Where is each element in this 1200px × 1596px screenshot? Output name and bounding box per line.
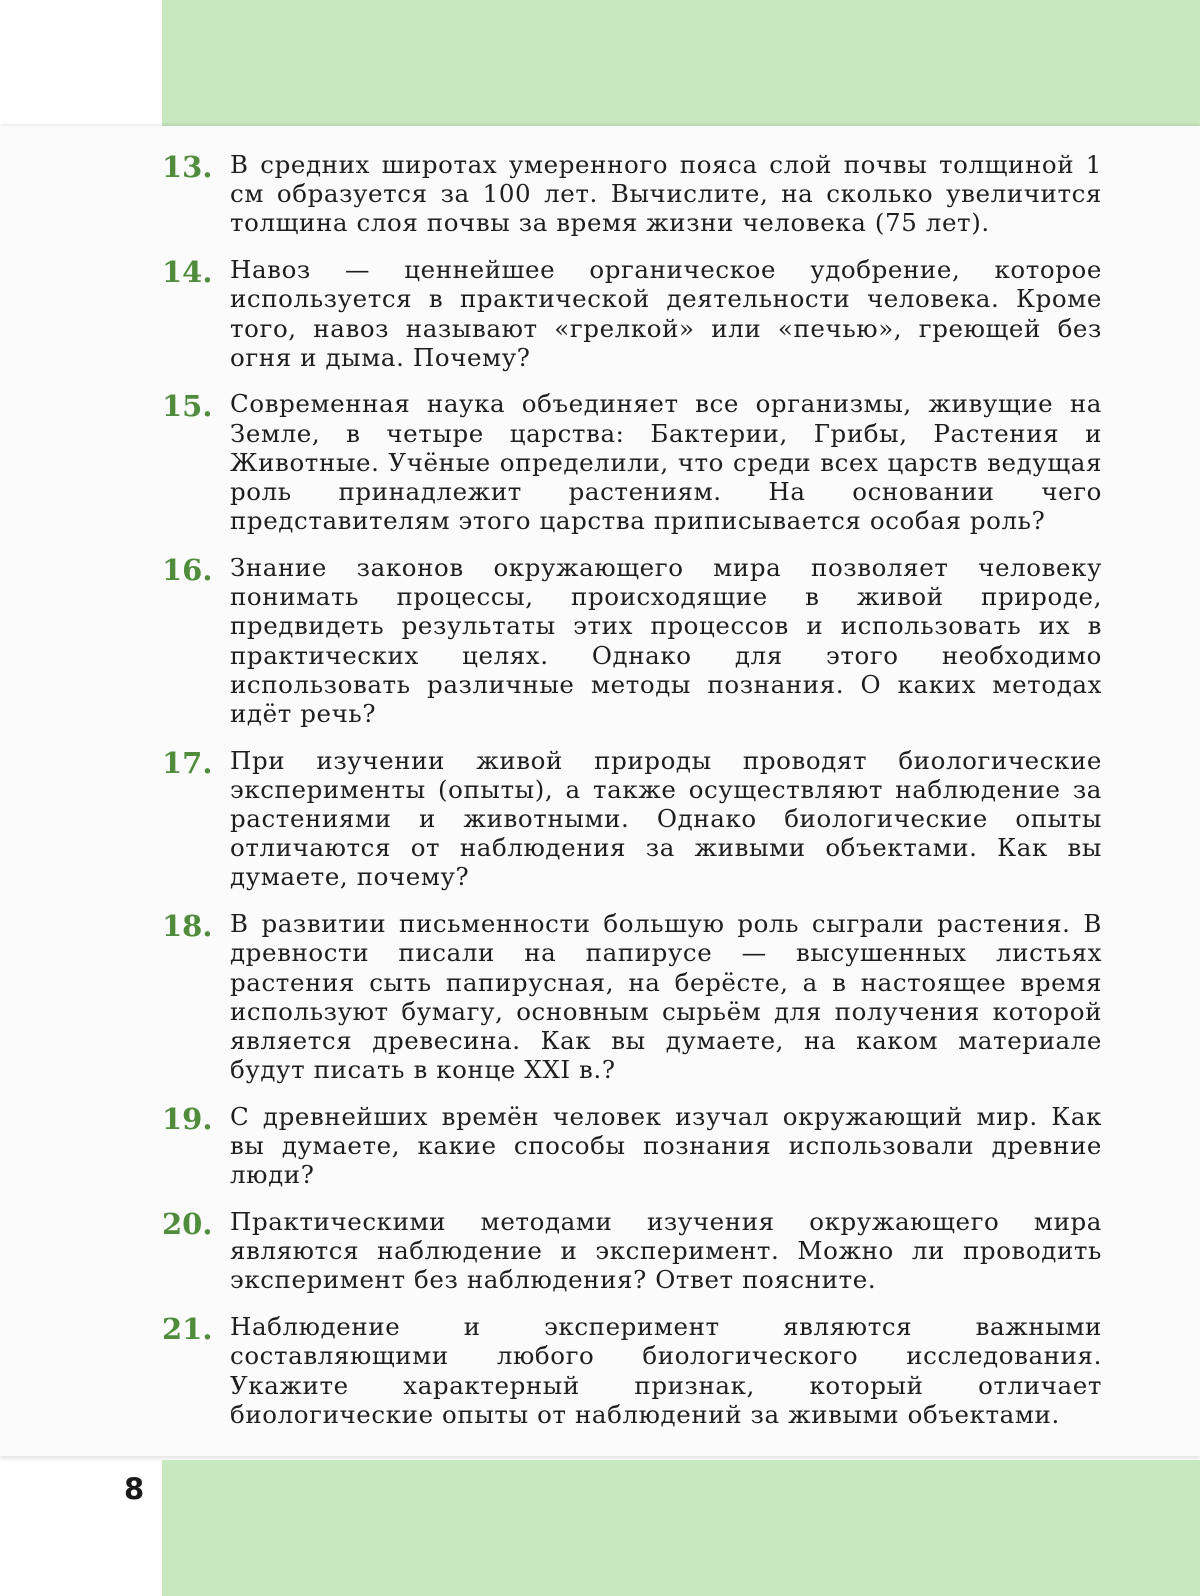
task-number: 13. [162,150,213,184]
task-text: Наблюдение и эксперимент являются важными составляющими любого биологического исследования. Укажите характерный признак, который отличает биологические опыты от наблюдений за живыми объектами. [230,1312,1102,1429]
task-number: 20. [162,1207,213,1241]
task-21 [162,1312,1102,1429]
task-14 [162,255,1102,372]
task-number: 21. [162,1312,213,1347]
task-18 [162,909,1102,1084]
task-number: 18. [162,909,213,944]
task-text: В развитии письменности большую роль сыграли растения. В древности писали на папирусе — высушенных листьях растения сыть папирусная, на берёсте, а в настоящее время используют бумагу, основным сырьём для получения которой является древесина. Как вы думаете, на каком материале будут писать в конце XXI в.? [230,909,1102,1085]
task-text: При изучении живой природы проводят биологические эксперименты (опыты), а также осуществляют наблюдение за растениями и животными. Однако биологические опыты отличаются от наблюдения за живыми объектами. Как вы думаете, почему? [230,745,1102,892]
task-17 [162,746,1102,892]
task-16 [162,553,1102,728]
task-text: Навоз — ценнейшее органическое удобрение, которое используется в практической деятельности человека. Кроме того, навоз называют «грелкой» или «печью», греющей без огня и дыма. Почему? [230,255,1102,372]
task-number: 14. [162,255,213,290]
bottom-decorative-band [162,1460,1200,1596]
task-15 [162,389,1102,535]
task-number: 16. [162,552,213,587]
page-number: 8 [124,1472,145,1506]
task-number: 17. [162,745,213,780]
task-text: С древнейших времён человек изучал окружающий мир. Как вы думаете, какие способы познания использовали древние люди? [230,1101,1102,1190]
task-text: В средних широтах умеренного пояса слой почвы толщиной 1 см образуется за 100 лет. Вычислите, на сколько увеличится толщина слоя почвы за время жизни человека (75 лет). [230,150,1102,238]
task-number: 15. [162,389,213,424]
task-20 [162,1207,1102,1295]
task-text: Практическими методами изучения окружающего мира являются наблюдение и эксперимент. Можно ли проводить эксперимент без наблюдения? Ответ поясните. [230,1207,1102,1295]
task-19 [162,1102,1102,1190]
task-text: Знание законов окружающего мира позволяет человеку понимать процессы, происходящие в живой природе, предвидеть результаты этих процессов и использовать их в практических целях. Однако для этого необходимо использовать различные методы познания. О каких методах идёт речь? [230,552,1102,728]
top-decorative-band [162,0,1200,126]
task-text: Современная наука объединяет все организмы, живущие на Земле, в четыре царства: Бактерии, Грибы, Растения и Животные. Учёные определили, что среди всех царств ведущая роль принадлежит растениям. На основании чего представителям этого царства приписывается особая роль? [230,389,1102,536]
task-13 [162,150,1102,238]
task-number: 19. [162,1101,213,1136]
task-list [162,150,1102,1446]
